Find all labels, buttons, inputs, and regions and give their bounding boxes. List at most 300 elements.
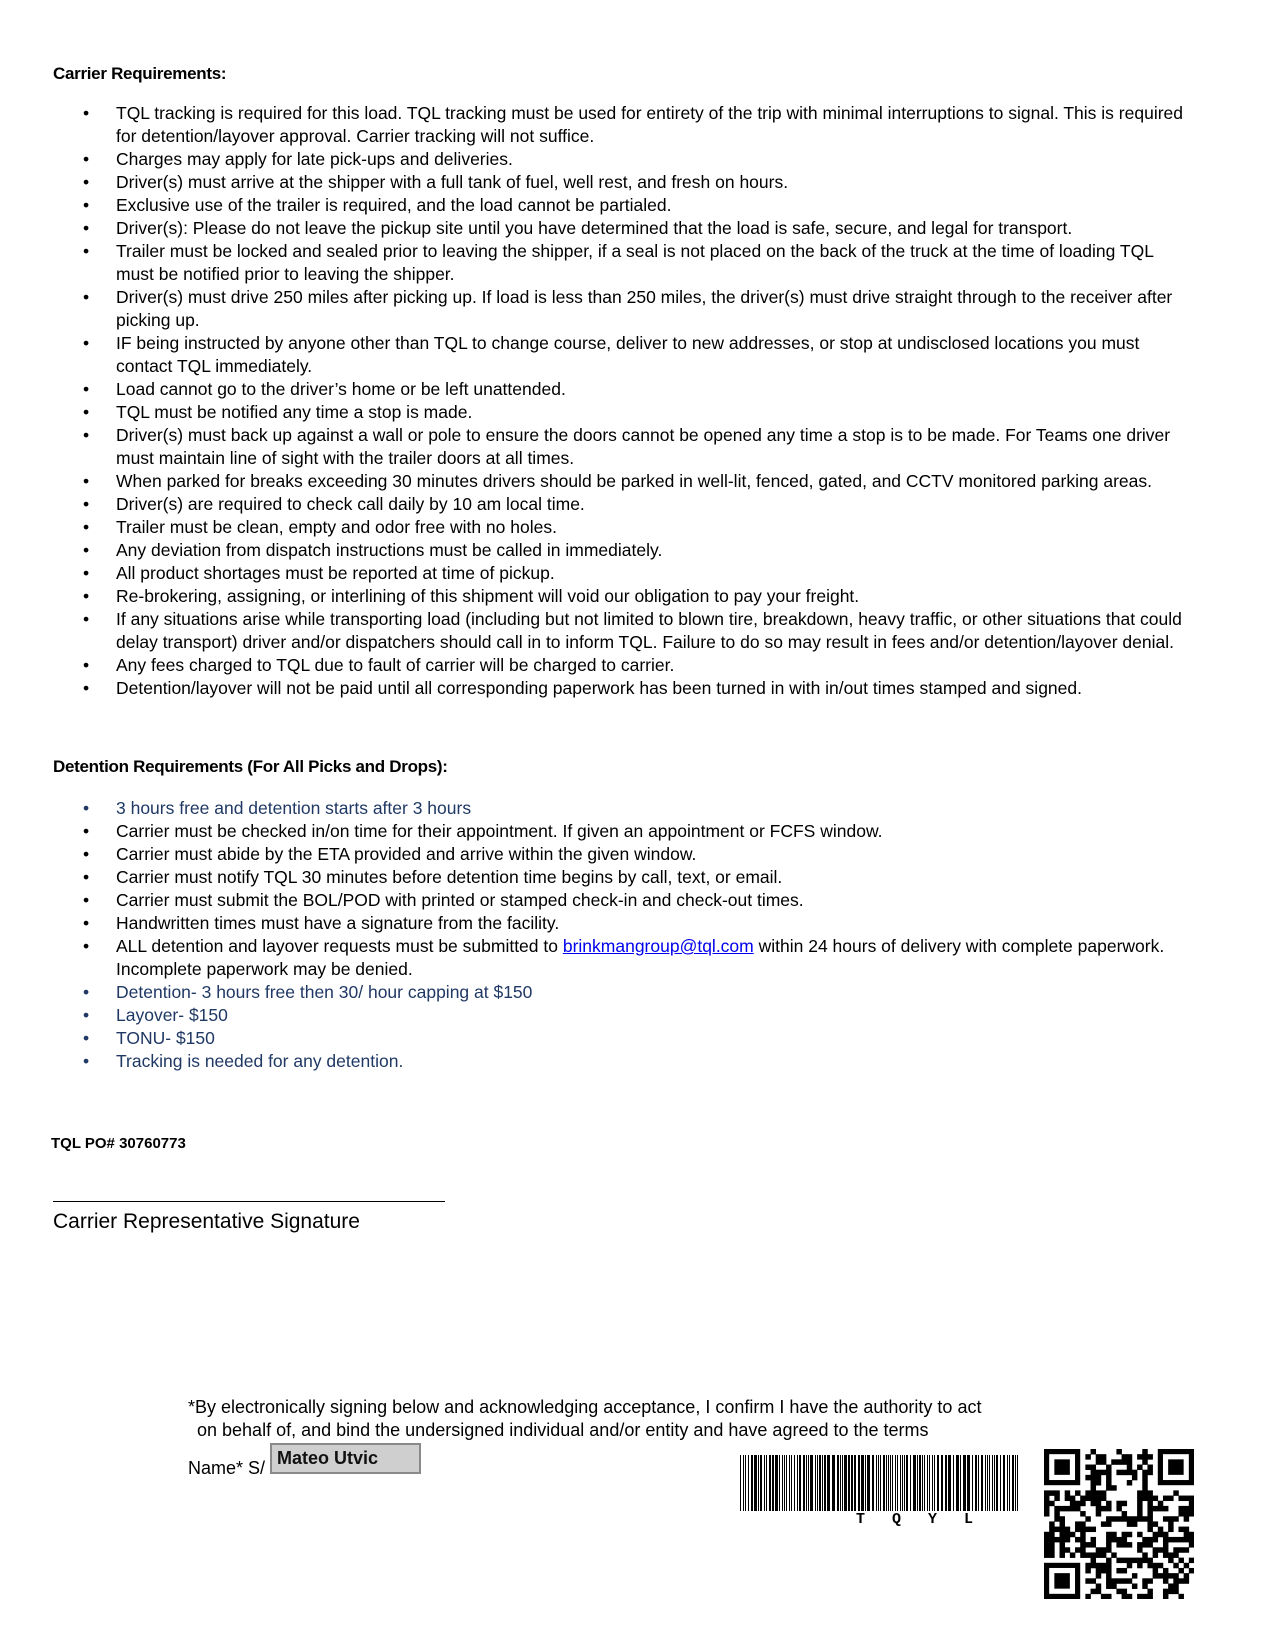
qr-module (1091, 1480, 1096, 1485)
bullet: • (83, 471, 90, 491)
barcode-bar (880, 1455, 881, 1511)
qr-module (1142, 1578, 1147, 1583)
qr-module (1127, 1532, 1132, 1537)
barcode-bar (900, 1455, 901, 1511)
qr-module (1091, 1589, 1096, 1594)
list-item: • Detention- 3 hours free then 30/ hour capping at $150 (83, 982, 533, 1002)
qr-module (1153, 1537, 1158, 1542)
qr-module (1070, 1532, 1075, 1537)
qr-module (1044, 1547, 1049, 1552)
qr-module (1044, 1501, 1049, 1506)
qr-module (1070, 1552, 1075, 1557)
qr-module (1085, 1594, 1090, 1599)
list-item: • Handwritten times must have a signature from the facility. (83, 913, 560, 933)
qr-module (1049, 1537, 1054, 1542)
qr-module (1075, 1490, 1080, 1495)
qr-module (1153, 1563, 1158, 1568)
qr-module (1184, 1573, 1189, 1578)
qr-module (1147, 1537, 1152, 1542)
qr-module (1106, 1475, 1111, 1480)
qr-module (1085, 1568, 1090, 1573)
qr-module (1142, 1558, 1147, 1563)
consent-line-2: on behalf of, and bind the undersigned individual and/or entity and have agreed to the terms (197, 1420, 929, 1440)
qr-module (1168, 1521, 1173, 1526)
item-text: Any deviation from dispatch instructions must be called in immediately. (116, 540, 663, 560)
list-item: • TONU- $150 (83, 1028, 215, 1048)
qr-module (1044, 1496, 1049, 1501)
qr-module (1184, 1506, 1189, 1511)
barcode-bar (960, 1455, 961, 1511)
qr-module (1054, 1490, 1059, 1495)
item-text: Any fees charged to TQL due to fault of carrier will be charged to carrier. (116, 655, 675, 675)
qr-module (1153, 1506, 1158, 1511)
item-text: Driver(s): Please do not leave the pickup site until you have determined that the load is safe, secure, and legal for transport. (116, 218, 1073, 238)
qr-module (1091, 1578, 1096, 1583)
barcode-bar (837, 1455, 839, 1511)
barcode-bar (854, 1455, 856, 1511)
barcode-bar (858, 1455, 860, 1511)
barcode-bar (872, 1455, 874, 1511)
list-item (0, 286, 1236, 332)
barcode-bar (989, 1455, 990, 1511)
qr-module (1070, 1496, 1075, 1501)
qr-finder-center (1168, 1459, 1184, 1475)
barcode-bar (890, 1455, 891, 1511)
qr-module (1116, 1542, 1121, 1547)
bullet: • (83, 333, 90, 353)
qr-module (1178, 1496, 1183, 1501)
qr-module (1096, 1547, 1101, 1552)
qr-module (1132, 1558, 1137, 1563)
qr-module (1106, 1506, 1111, 1511)
qr-module (1075, 1521, 1080, 1526)
qr-module (1147, 1490, 1152, 1495)
qr-module (1085, 1542, 1090, 1547)
qr-module (1127, 1454, 1132, 1459)
qr-module (1111, 1485, 1116, 1490)
barcode-bar (861, 1455, 864, 1511)
qr-module (1065, 1547, 1070, 1552)
qr-module (1122, 1532, 1127, 1537)
qr-module (1137, 1501, 1142, 1506)
list-item (0, 240, 1236, 286)
qr-module (1096, 1480, 1101, 1485)
qr-module (1080, 1496, 1085, 1501)
qr-module (1049, 1547, 1054, 1552)
qr-module (1111, 1516, 1116, 1521)
qr-module (1163, 1496, 1168, 1501)
bullet: • (83, 103, 90, 123)
qr-module (1091, 1501, 1096, 1506)
qr-module (1060, 1532, 1065, 1537)
qr-module (1178, 1547, 1183, 1552)
qr-module (1153, 1521, 1158, 1526)
item-text: 3 hours free and detention starts after 3 hours (116, 798, 472, 818)
list-item (0, 539, 1236, 562)
barcode-bar (917, 1455, 918, 1511)
signature-line (53, 1201, 445, 1202)
barcode-bar (769, 1455, 771, 1511)
qr-module (1184, 1496, 1189, 1501)
barcode-bar (827, 1455, 830, 1511)
qr-module (1137, 1563, 1142, 1568)
qr-module (1184, 1511, 1189, 1516)
bullet: • (83, 241, 90, 261)
barcode-bar (1000, 1455, 1001, 1511)
qr-module (1142, 1459, 1147, 1464)
qr-module (1060, 1552, 1065, 1557)
qr-module (1049, 1542, 1054, 1547)
qr-module (1158, 1547, 1163, 1552)
qr-module (1101, 1454, 1106, 1459)
qr-module (1158, 1506, 1163, 1511)
barcode-bar (1015, 1455, 1016, 1511)
qr-module (1147, 1578, 1152, 1583)
qr-module (1065, 1506, 1070, 1511)
qr-module (1173, 1573, 1178, 1578)
qr-module (1049, 1501, 1054, 1506)
qr-module (1101, 1563, 1106, 1568)
qr-module (1168, 1573, 1173, 1578)
list-item (0, 585, 1236, 608)
barcode-bar (799, 1455, 801, 1511)
qr-module (1184, 1547, 1189, 1552)
bullet: • (83, 379, 90, 399)
qr-module (1091, 1485, 1096, 1490)
qr-module (1106, 1501, 1111, 1506)
barcode-bar (906, 1455, 908, 1511)
qr-module (1163, 1552, 1168, 1557)
qr-module (1173, 1490, 1178, 1495)
barcode-bar (994, 1455, 995, 1511)
qr-module (1044, 1537, 1049, 1542)
qr-module (1075, 1506, 1080, 1511)
qr-module (1101, 1496, 1106, 1501)
qr-module (1122, 1578, 1127, 1583)
qr-module (1085, 1490, 1090, 1495)
item-text: Carrier must be checked in/on time for their appointment. If given an appointment or FCFS window. (116, 821, 883, 841)
bullet: • (83, 287, 90, 307)
qr-module (1163, 1542, 1168, 1547)
qr-module (1106, 1532, 1111, 1537)
qr-module (1184, 1578, 1189, 1583)
barcode-bar (904, 1455, 905, 1511)
qr-module (1142, 1449, 1147, 1454)
qr-module (1173, 1578, 1178, 1583)
qr-module (1111, 1537, 1116, 1542)
qr-module (1106, 1558, 1111, 1563)
barcode-bar (913, 1455, 916, 1511)
item-text: Carrier must submit the BOL/POD with printed or stamped check-in and check-out times. (116, 890, 804, 910)
qr-code-image (1044, 1449, 1194, 1599)
list-item: • Carrier must abide by the ETA provided and arrive within the given window. (83, 844, 697, 864)
barcode-bar (803, 1455, 805, 1511)
qr-module (1054, 1527, 1059, 1532)
consent-statement (188, 1396, 1038, 1442)
list-item (0, 654, 1236, 677)
qr-module (1091, 1496, 1096, 1501)
item-text: Layover- $150 (116, 1005, 228, 1025)
item-text: Carrier must notify TQL 30 minutes before detention time begins by call, text, or email. (116, 867, 783, 887)
qr-finder-center (1054, 1573, 1070, 1589)
barcode-bar (760, 1455, 762, 1511)
barcode-bar (945, 1455, 947, 1511)
barcode-bar (897, 1455, 898, 1511)
qr-module (1096, 1496, 1101, 1501)
barcode-bar (953, 1455, 954, 1511)
consent-line-1: *By electronically signing below and acknowledging acceptance, I confirm I have the authority to act (188, 1397, 982, 1417)
qr-module (1168, 1558, 1173, 1563)
qr-module (1106, 1563, 1111, 1568)
qr-module (1044, 1532, 1049, 1537)
qr-module (1116, 1470, 1121, 1475)
qr-module (1106, 1568, 1111, 1573)
barcode-char: T (856, 1511, 866, 1528)
qr-module (1132, 1475, 1137, 1480)
qr-module (1137, 1558, 1142, 1563)
qr-module (1137, 1516, 1142, 1521)
qr-module (1054, 1511, 1059, 1516)
qr-module (1122, 1454, 1127, 1459)
detention-requirements-list (0, 797, 1236, 1073)
qr-module (1173, 1563, 1178, 1568)
barcode-char: L (964, 1511, 974, 1528)
name-signature-field[interactable]: Mateo Utvic (270, 1443, 421, 1474)
barcode-bar (743, 1455, 744, 1511)
qr-module (1132, 1516, 1137, 1521)
qr-module (1106, 1537, 1111, 1542)
qr-module (1184, 1537, 1189, 1542)
qr-module (1127, 1563, 1132, 1568)
qr-module (1101, 1568, 1106, 1573)
bullet: • (83, 425, 90, 445)
item-text: Driver(s) must drive 250 miles after picking up. If load is less than 250 miles, the driver(s) must drive straight through to the receiver after picking up. (116, 287, 1173, 330)
qr-module (1085, 1563, 1090, 1568)
qr-module (1085, 1454, 1090, 1459)
qr-module (1106, 1516, 1111, 1521)
qr-module (1080, 1547, 1085, 1552)
qr-module (1044, 1552, 1049, 1557)
qr-module (1122, 1589, 1127, 1594)
qr-module (1106, 1521, 1111, 1526)
qr-module (1168, 1589, 1173, 1594)
qr-module (1168, 1527, 1173, 1532)
qr-module (1142, 1516, 1147, 1521)
carrier-requirements-heading: Carrier Requirements: (53, 64, 227, 83)
list-item (0, 332, 1236, 378)
qr-module (1137, 1506, 1142, 1511)
qr-finder-center (1054, 1459, 1070, 1475)
qr-module (1173, 1589, 1178, 1594)
qr-module (1075, 1547, 1080, 1552)
qr-module (1173, 1516, 1178, 1521)
barcode-bar (740, 1455, 741, 1511)
qr-module (1106, 1547, 1111, 1552)
qr-module (1096, 1563, 1101, 1568)
qr-module (1178, 1558, 1183, 1563)
qr-module (1163, 1578, 1168, 1583)
qr-module (1075, 1537, 1080, 1542)
barcode-bar (1017, 1455, 1018, 1511)
qr-module (1044, 1542, 1049, 1547)
barcode-bar (772, 1455, 774, 1511)
item-text: IF being instructed by anyone other than TQL to change course, deliver to new addresses, or stop at undisclosed locations you must contact TQL immediately. (116, 333, 1140, 376)
barcode-bar (782, 1455, 783, 1511)
barcode-bar (842, 1455, 843, 1511)
item-text: Trailer must be clean, empty and odor free with no holes. (116, 517, 557, 537)
barcode-bar (975, 1455, 977, 1511)
list-item (0, 562, 1236, 585)
item-text: All product shortages must be reported at time of pickup. (116, 563, 555, 583)
barcode-bar (895, 1455, 896, 1511)
qr-module (1189, 1537, 1194, 1542)
barcode-bar (956, 1455, 959, 1511)
qr-module (1080, 1527, 1085, 1532)
qr-module (1127, 1516, 1132, 1521)
qr-module (1153, 1496, 1158, 1501)
qr-module (1178, 1506, 1183, 1511)
qr-module (1189, 1542, 1194, 1547)
qr-module (1106, 1480, 1111, 1485)
qr-module (1116, 1578, 1121, 1583)
qr-module (1122, 1459, 1127, 1464)
qr-module (1122, 1558, 1127, 1563)
qr-module (1122, 1568, 1127, 1573)
po-number: TQL PO# 30760773 (51, 1135, 186, 1152)
qr-module (1158, 1563, 1163, 1568)
barcode-bar (888, 1455, 889, 1511)
qr-module (1116, 1516, 1121, 1521)
qr-module (1085, 1475, 1090, 1480)
list-item (0, 171, 1236, 194)
qr-module (1168, 1496, 1173, 1501)
barcode-bar (824, 1455, 826, 1511)
bullet: • (83, 149, 90, 169)
qr-module (1173, 1552, 1178, 1557)
qr-module (1106, 1542, 1111, 1547)
qr-module (1091, 1537, 1096, 1542)
qr-module (1142, 1594, 1147, 1599)
qr-module (1142, 1480, 1147, 1485)
barcode-bar (751, 1455, 753, 1511)
qr-module (1127, 1594, 1132, 1599)
qr-module (1091, 1465, 1096, 1470)
qr-module (1142, 1552, 1147, 1557)
barcode-bar (927, 1455, 928, 1511)
qr-module (1184, 1527, 1189, 1532)
qr-module (1147, 1558, 1152, 1563)
qr-module (1127, 1465, 1132, 1470)
barcode-bar (963, 1455, 966, 1511)
barcode-bar (754, 1455, 757, 1511)
qr-module (1127, 1521, 1132, 1526)
qr-module (1096, 1573, 1101, 1578)
qr-module (1147, 1589, 1152, 1594)
qr-module (1163, 1568, 1168, 1573)
list-item: • Carrier must submit the BOL/POD with printed or stamped check-in and check-out times. (83, 890, 804, 910)
qr-module (1189, 1532, 1194, 1537)
qr-module (1096, 1459, 1101, 1464)
qr-module (1060, 1527, 1065, 1532)
barcode-bar (919, 1455, 921, 1511)
barcode-bar (948, 1455, 951, 1511)
qr-module (1116, 1568, 1121, 1573)
barcode-bar (815, 1455, 816, 1511)
barcode-bar (996, 1455, 998, 1511)
qr-module (1137, 1542, 1142, 1547)
qr-module (1096, 1501, 1101, 1506)
barcode-bar (786, 1455, 787, 1511)
barcode-bar (1007, 1455, 1008, 1511)
email-link[interactable]: brinkmangroup@tql.com (562, 936, 754, 956)
barcode-bar (784, 1455, 785, 1511)
barcode-bar (794, 1455, 795, 1511)
qr-module (1044, 1506, 1049, 1511)
qr-module (1137, 1490, 1142, 1495)
bullet: • (83, 402, 90, 422)
qr-module (1085, 1527, 1090, 1532)
item-text: Handwritten times must have a signature from the facility. (116, 913, 560, 933)
qr-module (1054, 1516, 1059, 1521)
qr-module (1080, 1532, 1085, 1537)
qr-module (1163, 1537, 1168, 1542)
qr-module (1091, 1558, 1096, 1563)
qr-module (1168, 1537, 1173, 1542)
qr-module (1153, 1532, 1158, 1537)
qr-module (1122, 1511, 1127, 1516)
list-item: • Carrier must be checked in/on time for their appointment. If given an appointment or FCFS window. (83, 821, 883, 841)
item-text: Detention- 3 hours free then 30/ hour capping at $150 (116, 982, 533, 1002)
qr-module (1142, 1542, 1147, 1547)
qr-module (1049, 1532, 1054, 1537)
qr-module (1085, 1552, 1090, 1557)
barcode-bar (832, 1455, 835, 1511)
qr-module (1178, 1511, 1183, 1516)
qr-module (1060, 1537, 1065, 1542)
qr-module (1111, 1532, 1116, 1537)
qr-module (1096, 1583, 1101, 1588)
barcode-bar (840, 1455, 841, 1511)
qr-module (1173, 1547, 1178, 1552)
qr-module (1142, 1537, 1147, 1542)
qr-module (1101, 1459, 1106, 1464)
bullet: • (83, 218, 90, 238)
qr-module (1147, 1470, 1152, 1475)
qr-module (1065, 1527, 1070, 1532)
qr-module (1080, 1552, 1085, 1557)
qr-module (1178, 1527, 1183, 1532)
qr-module (1065, 1532, 1070, 1537)
qr-module (1184, 1563, 1189, 1568)
qr-module (1147, 1594, 1152, 1599)
barcode-bar (1012, 1455, 1014, 1511)
qr-module (1101, 1506, 1106, 1511)
qr-module (1127, 1470, 1132, 1475)
barcode-bar (779, 1455, 780, 1511)
qr-module (1158, 1527, 1163, 1532)
item-text: Detention/layover will not be paid until all corresponding paperwork has been turned in with in/out times stamped and signed. (116, 678, 1082, 698)
qr-module (1189, 1558, 1194, 1563)
barcode-bar (932, 1455, 933, 1511)
barcode-bar (764, 1455, 765, 1511)
qr-module (1189, 1568, 1194, 1573)
list-item (0, 608, 1236, 654)
barcode-bar (978, 1455, 979, 1511)
bullet: • (83, 494, 90, 514)
qr-module (1060, 1542, 1065, 1547)
qr-module (1158, 1573, 1163, 1578)
qr-module (1054, 1506, 1059, 1511)
